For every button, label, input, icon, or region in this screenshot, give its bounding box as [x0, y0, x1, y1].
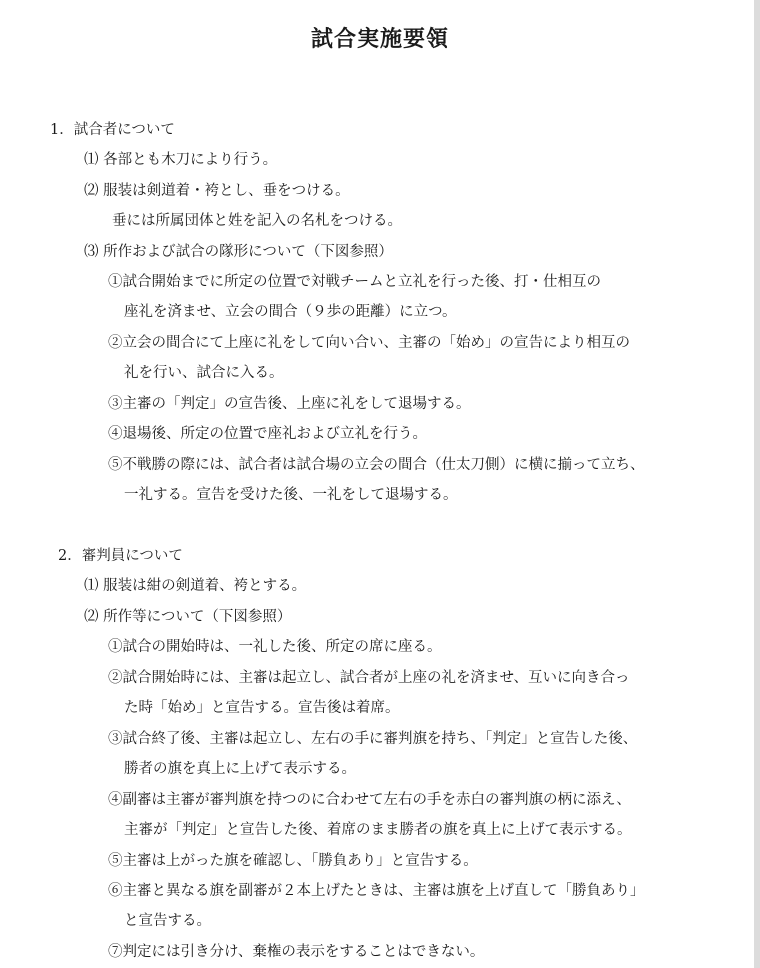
- page-title: 試合実施要領: [310, 26, 449, 52]
- section1-sub2-b: 礼を行い、試合に入る。: [124, 365, 284, 381]
- section2-heading: 2．審判員について: [58, 548, 183, 564]
- section1-heading: 1．試合者について: [50, 122, 175, 138]
- section1-sub1-a: ①試合開始までに所定の位置で対戦チームと立礼を行った後、打・仕相互の: [108, 274, 601, 290]
- section1-item2-cont: 垂には所属団体と姓を記入の名札をつける。: [112, 213, 402, 229]
- scan-edge-shadow: [754, 0, 760, 968]
- section1-sub4: ④退場後、所定の位置で座礼および立礼を行う。: [108, 426, 427, 442]
- section1-item3: ⑶ 所作および試合の隊形について（下図参照）: [84, 244, 393, 260]
- section1-sub3: ③主審の「判定」の宣告後、上座に礼をして退場する。: [108, 396, 471, 412]
- section2-sub7: ⑦判定には引き分け、棄権の表示をすることはできない。: [108, 944, 485, 960]
- section2-sub2-a: ②試合開始時には、主審は起立し、試合者が上座の礼を済ませ、互いに向き合っ: [108, 670, 630, 686]
- section2-item2: ⑵ 所作等について（下図参照）: [84, 609, 292, 625]
- section2-sub4-a: ④副審は主審が審判旗を持つのに合わせて左右の手を赤白の審判旗の柄に添え、: [108, 792, 631, 808]
- section2-sub4-b: 主審が「判定」と宣告した後、着席のまま勝者の旗を真上に上げて表示する。: [124, 822, 632, 838]
- section1-item1: ⑴ 各部とも木刀により行う。: [84, 152, 278, 168]
- section1-sub5-a: ⑤不戦勝の際には、試合者は試合場の立会の間合（仕太刀側）に横に揃って立ち、: [108, 457, 645, 473]
- section2-item1: ⑴ 服装は紺の剣道着、袴とする。: [84, 578, 307, 594]
- section2-sub3-a: ③試合終了後、主審は起立し、左右の手に審判旗を持ち、「判定」と宣告した後、: [108, 731, 638, 747]
- section2-sub6-b: と宣告する。: [124, 913, 211, 929]
- section1-sub2-a: ②立会の間合にて上座に礼をして向い合い、主審の「始め」の宣告により相互の: [108, 335, 630, 351]
- section2-sub1: ①試合の開始時は、一礼した後、所定の席に座る。: [108, 639, 442, 655]
- section2-sub3-b: 勝者の旗を真上に上げて表示する。: [124, 761, 356, 777]
- section2-sub2-b: た時「始め」と宣告する。宣告後は着席。: [124, 700, 400, 716]
- section2-sub6-a: ⑥主審と異なる旗を副審が２本上げたときは、主審は旗を上げ直して「勝負あり」: [108, 883, 645, 899]
- section1-sub1-b: 座礼を済ませ、立会の間合（９歩の距離）に立つ。: [124, 304, 457, 320]
- section1-item2: ⑵ 服装は剣道着・袴とし、垂をつける。: [84, 183, 350, 199]
- section1-sub5-b: 一礼する。宣告を受けた後、一礼をして退場する。: [124, 487, 458, 503]
- section2-sub5: ⑤主審は上がった旗を確認し、「勝負あり」と宣告する。: [108, 853, 478, 869]
